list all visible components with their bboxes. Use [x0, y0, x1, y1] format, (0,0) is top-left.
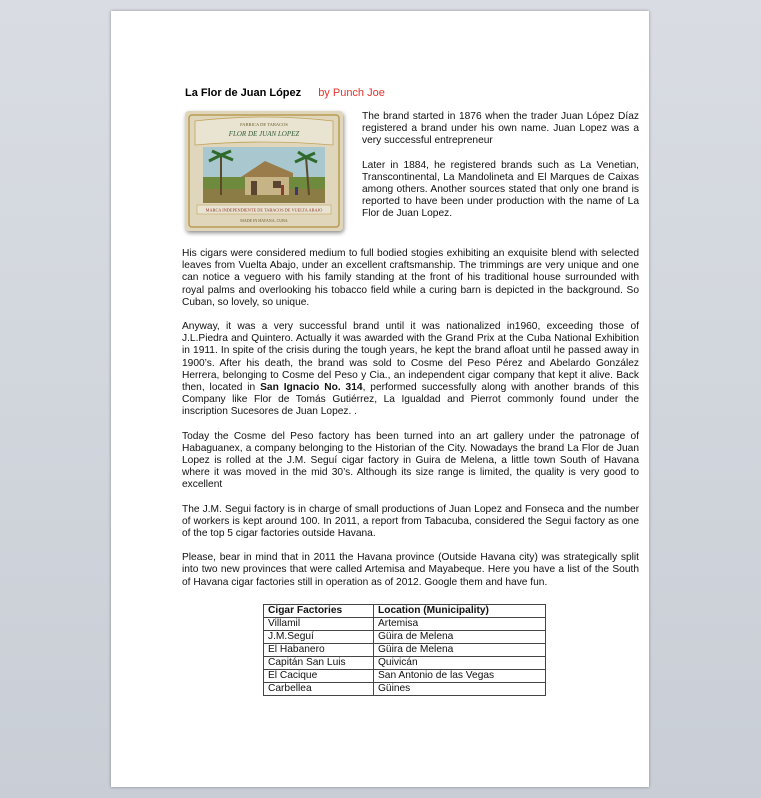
label-made-in-text: MADE IN HAVANA, CUBA — [240, 218, 288, 223]
label-bottom-text: MARCA INDEPENDIENTE DE TABACOS DE VUELTA ABAJO — [205, 207, 323, 213]
history-text-before: Anyway, it was a very successful brand until it was nationalized in1960, exceeding those of J.L.Piedra and Quintero. Actually it was awarded with the Grand Prix at the Cuba National Exhibition in 1911. In spite of the crisis during the tough years, he kept the brand afloat until he passed away in 1900’s. After his death, the brand was sold to Cosme del Peso Pérez and Abelardo González Herrera, belonging to Cosme del Peso y Cia., an independent cigar company that kept it alive. Back then, located in — [182, 321, 639, 394]
table-row — [264, 683, 546, 696]
factory-name: El Habanero — [264, 644, 374, 657]
header-factory: Cigar Factories — [264, 605, 374, 618]
paragraph-segui: The J.M. Segui factory is in charge of small productions of Juan Lopez and Fonseca and the number of workers is kept around 100. In 2011, a report from Tabacuba, considered the Segui factory as one of the top 5 cigar factories outside Havana. — [182, 503, 639, 540]
cigar-factories-table — [263, 604, 546, 696]
factory-location: Güira de Melena — [374, 644, 546, 657]
article-byline: by Punch Joe — [318, 87, 385, 99]
document-page — [111, 11, 649, 787]
paragraph-provinces: Please, bear in mind that in 2011 the Havana province (Outside Havana city) was strategically split into two new provinces that were called Artemisa and Mayabeque. Here you have a list of the South of Havana cigar factories still in operation as of 2012. Google them and have fun. — [182, 552, 639, 588]
label-brand-text: FLOR DE JUAN LOPEZ — [228, 130, 300, 138]
intro-paragraph-1: The brand started in 1876 when the trader Juan López Díaz registered a brand under his own name. Juan Lopez was a very successful entrepreneur — [362, 111, 639, 147]
intro-paragraph-2: Later in 1884, he registered brands such as La Venetian, Transcontinental, La Mandolineta and El Marques de Caixas among others. Another sources stated that only one brand is reported to have been under production with the name of La Flor de Juan Lopez. — [362, 159, 639, 220]
intro-text — [362, 111, 639, 233]
table-row — [264, 657, 546, 670]
paragraph-today: Today the Cosme del Peso factory has been turned into an art gallery under the patronage of Habaguanex, a company belonging to the Historian of the City. Nowadays the brand La Flor de Juan Lopez is rolled at the J.M. Seguí cigar factory in Guira de Melena, a little town South of Havana where it was moved in the mid 30’s. Although its size range is limited, the quality is very good to excellent — [182, 430, 639, 491]
label-top-text: FABRICA DE TABACOS — [240, 122, 288, 127]
factory-name: Carbellea — [264, 683, 374, 696]
table-row — [264, 670, 546, 683]
factory-location: Artemisa — [374, 618, 546, 631]
header-location: Location (Municipality) — [374, 605, 546, 618]
factory-location: Quivicán — [374, 657, 546, 670]
article-title: La Flor de Juan López — [185, 87, 302, 99]
table-row — [264, 618, 546, 631]
factory-name: El Cacique — [264, 670, 374, 683]
title-row — [185, 87, 385, 99]
cigar-box-label-icon — [185, 111, 343, 231]
factory-location: Güira de Melena — [374, 631, 546, 644]
article-body — [182, 248, 639, 601]
factory-name: Capitán San Luis — [264, 657, 374, 670]
paragraph-cigars: His cigars were considered medium to full bodied stogies exhibiting an exquisite blend with selected leaves from Vuelta Abajo, under an excellent craftsmanship. The trimmings are very unique and one can notice a veguero with his family standing at the front of his traditional house surrounded with royal palms and overlooking his tobacco field while a curing barn is depicted in the background. So Cuban, so lovely, so unique. — [182, 248, 639, 308]
factory-location: San Antonio de las Vegas — [374, 670, 546, 683]
history-address: San Ignacio No. 314 — [260, 382, 363, 394]
factory-name: Villamil — [264, 618, 374, 631]
history-text-after: , performed successfully along with another brands of this Company like Flor de Tomás Gutiérrez, La Igualdad and Pierrot commonly found under the inscription Sucesores de Juan Lopez. . — [182, 382, 639, 418]
factory-name: J.M.Seguí — [264, 631, 374, 644]
table-row — [264, 631, 546, 644]
paragraph-history — [182, 321, 639, 419]
factory-location: Güines — [374, 683, 546, 696]
table-row — [264, 644, 546, 657]
table-header-row — [264, 605, 546, 618]
